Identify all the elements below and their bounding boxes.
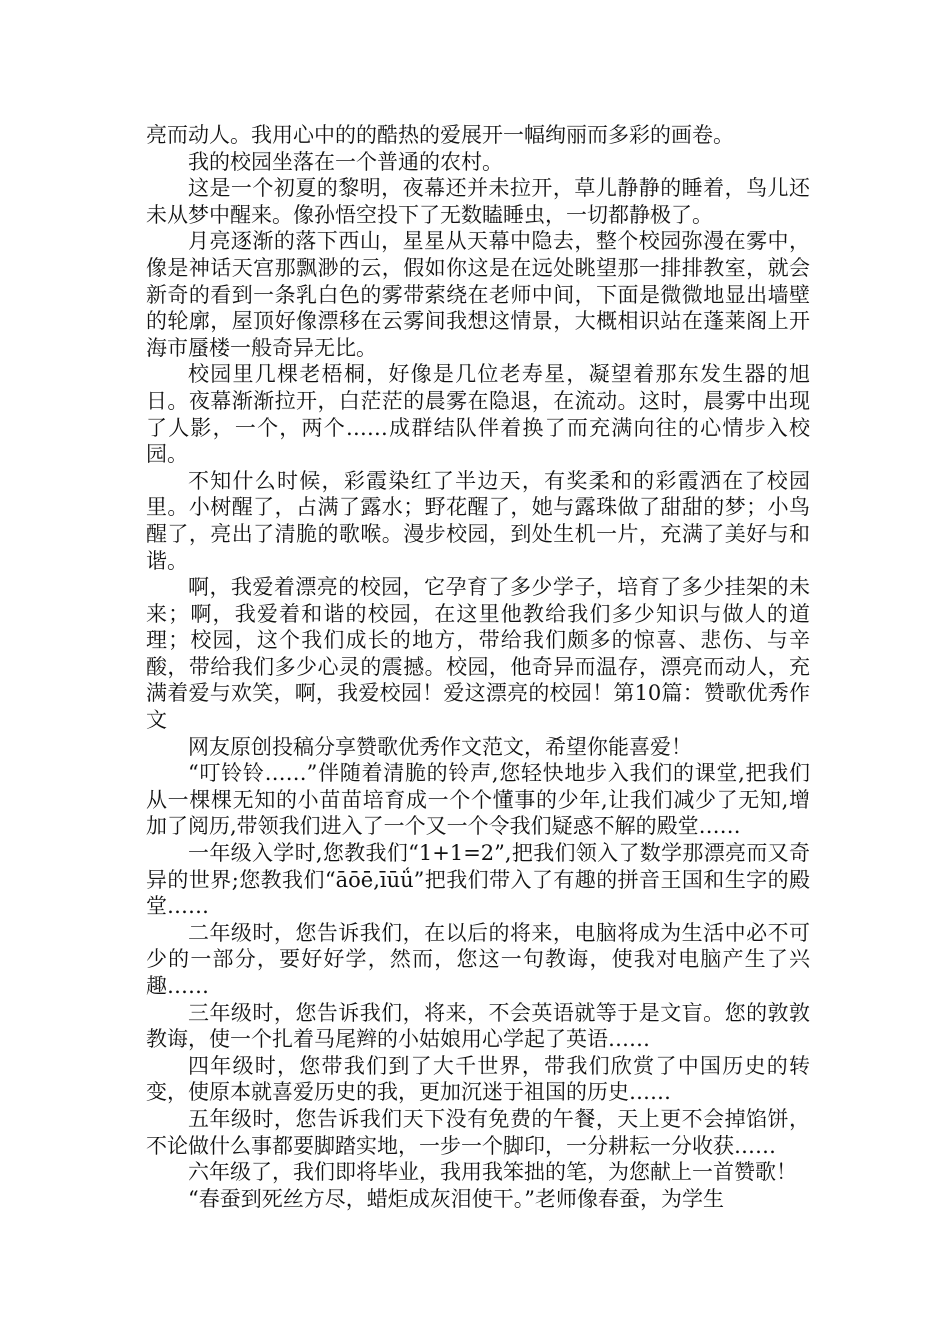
paragraph: 月亮逐渐的落下西山，星星从天幕中隐去，整个校园弥漫在雾中，像是神话天宫那飘渺的云，假如你这是在远处眺望那一排排教室，就会新奇的看到一条乳白色的雾带萦绕在老师中间，下面是微微地显出墙壁的轮廓，屋顶好像漂移在云雾间我想这情景，大概相识站在蓬莱阁上开海市蜃楼一般奇异无比。 xyxy=(146,229,810,360)
document-body xyxy=(146,122,810,1212)
paragraph: “春蚕到死丝方尽，蜡炬成灰泪使干。”老师像春蚕，为学生 xyxy=(188,1186,724,1211)
paragraph: 三年级时，您告诉我们，将来，不会英语就等于是文盲。您的敦敦教诲，使一个扎着马尾辫的小姑娘用心学起了英语…… xyxy=(146,1000,810,1052)
paragraph: 五年级时，您告诉我们天下没有免费的午餐，天上更不会掉馅饼，不论做什么事都要脚踏实地，一步一个脚印，一分耕耘一分收获…… xyxy=(146,1106,810,1158)
paragraph: 不知什么时候，彩霞染红了半边天，有奖柔和的彩霞洒在了校园里。小树醒了，占满了露水；野花醒了，她与露珠做了甜甜的梦；小鸟醒了，亮出了清脆的歌喉。漫步校园，到处生机一片，充满了美好与和谐。 xyxy=(146,468,810,573)
paragraph: 二年级时，您告诉我们，在以后的将来，电脑将成为生活中必不可少的一部分，要好好学，然而，您这一句教诲，使我对电脑产生了兴趣…… xyxy=(146,920,810,998)
paragraph: 啊，我爱着漂亮的校园，它孕育了多少学子，培育了多少挂架的未来；啊，我爱着和谐的校园，在这里他教给我们多少知识与做人的道理；校园，这个我们成长的地方，带给我们颇多的惊喜、悲伤、与辛酸，带给我们多少心灵的震撼。校园，他奇异而温存，漂亮而动人，充满着爱与欢笑，啊，我爱校园！爱这漂亮的校园！第10篇：赞歌优秀作文 xyxy=(146,575,810,733)
paragraph: “叮铃铃……”伴随着清脆的铃声,您轻快地步入我们的课堂,把我们从一棵棵无知的小苗苗培育成一个个懂事的少年,让我们减少了无知,增加了阅历,带领我们进入了一个又一个令我们疑惑不解的殿堂…… xyxy=(146,761,810,839)
paragraph: 这是一个初夏的黎明，夜幕还并未拉开，草儿静静的睡着，鸟儿还未从梦中醒来。像孙悟空投下了无数瞌睡虫，一切都静极了。 xyxy=(146,176,810,227)
paragraph: 校园里几棵老梧桐，好像是几位老寿星，凝望着那东发生器的旭日。夜幕渐渐拉开，白茫茫的晨雾在隐退，在流动。这时，晨雾中出现了人影，一个，两个……成群结队伴着换了而充满向往的心情步入校园。 xyxy=(146,362,810,467)
paragraph-continuation: 亮而动人。我用心中的的酷热的爱展开一幅绚丽而多彩的画卷。 xyxy=(146,123,734,147)
paragraph: 一年级入学时,您教我们“1+1=2”,把我们领入了数学那漂亮而又奇异的世界;您教我们“āōē,īūǘ”把我们带入了有趣的拼音王国和生字的殿堂…… xyxy=(146,841,810,919)
paragraph: 网友原创投稿分享赞歌优秀作文范文，希望你能喜爱！ xyxy=(188,734,692,759)
paragraph: 四年级时，您带我们到了大千世界，带我们欣赏了中国历史的转变，使原本就喜爱历史的我，更加沉迷于祖国的历史…… xyxy=(146,1053,810,1105)
paragraph: 六年级了，我们即将毕业，我用我笨拙的笔，为您献上一首赞歌！ xyxy=(188,1160,797,1185)
paragraph: 我的校园坐落在一个普通的农村。 xyxy=(188,149,503,174)
